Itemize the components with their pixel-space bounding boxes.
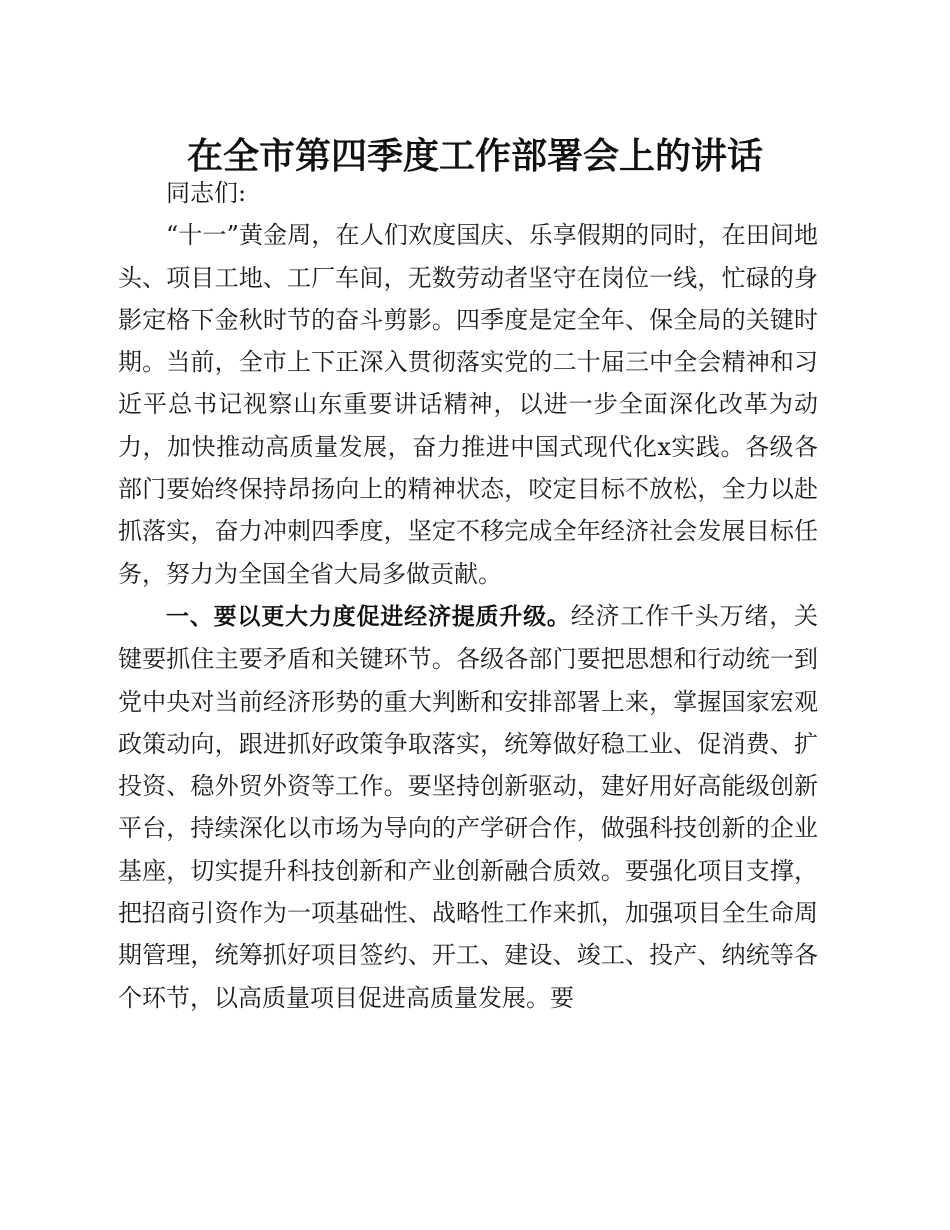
document-title: 在全市第四季度工作部署会上的讲话 (186, 135, 763, 177)
section-1-paragraph (118, 595, 818, 1019)
section-1-body: 经济工作千头万绪，关键要抓住主要矛盾和关键环节。各级各部门要把思想和行动统一到党中央对当前经济形势的重大判断和安排部署上来，掌握国家宏观政策动向，跟进抓好政策争取落实，统筹做好稳工业、促消费、扩投资、稳外贸外资等工作。要坚持创新驱动，建好用好高能级创新平台，持续深化以市场为导向的产学研合作，做强科技创新的企业基座，切实提升科技创新和产业创新融合质效。要强化项目支撑，把招商引资作为一项基础性、战略性工作来抓，加强项目全生命周期管理，统筹抓好项目签约、开工、建设、竣工、投产、纳统等各个环节，以高质量项目促进高质量发展。要 (118, 601, 819, 1012)
section-1-heading: 一、要以更大力度促进经济提质升级。 (166, 603, 571, 630)
document-body (118, 172, 818, 1019)
salutation: 同志们: (166, 179, 247, 207)
opening-paragraph: “十一”黄金周，在人们欢度国庆、乐享假期的同时，在田间地头、项目工地、工厂车间，无数劳动者坚守在岗位一线，忙碌的身影定格下金秋时节的奋斗剪影。四季度是定全年、保全局的关键时期。当前，全市上下正深入贯彻落实党的二十届三中全会精神和习近平总书记视察山东重要讲话精神，以进一步全面深化改革为动力，加快推动高质量发展，奋力推进中国式现代化x实践。各级各部门要始终保持昂扬向上的精神状态，咬定目标不放松，全力以赴抓落实，奋力冲刺四季度，坚定不移完成全年经济社会发展目标任务，努力为全国全省大局多做贡献。 (118, 221, 818, 588)
